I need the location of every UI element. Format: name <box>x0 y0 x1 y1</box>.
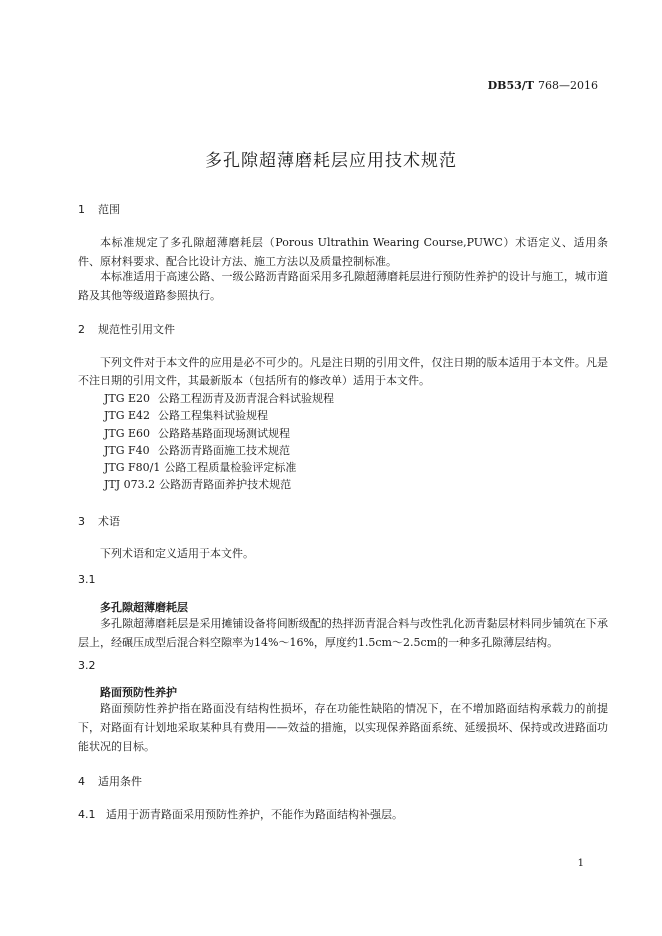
reference-item: JTG F80/1 公路工程质量检验评定标准 <box>104 461 297 474</box>
section-1-para-2: 本标准适用于高速公路、一级公路沥青路面采用多孔隙超薄磨耗层进行预防性养护的设计与施工，城市道路及其他等级道路参照执行。 <box>78 270 608 302</box>
reference-item: JTG E20 公路工程沥青及沥青混合料试验规程 <box>104 392 334 405</box>
term-3-2-title: 路面预防性养护 <box>100 686 177 699</box>
clause-4-1: 4.1 适用于沥青路面采用预防性养护，不能作为路面结构补强层。 <box>78 808 403 821</box>
section-4-heading: 4 适用条件 <box>78 775 142 788</box>
standard-code: DB53/T 768—2016 <box>487 79 598 92</box>
reference-item: JTJ 073.2 公路沥青路面养护技术规范 <box>104 478 292 491</box>
term-3-2-definition: 路面预防性养护指在路面没有结构性损坏，存在功能性缺陷的情况下，在不增加路面结构承载力的前提下，对路面有计划地采取某种具有费用——效益的措施，以实现保养路面系统、延缓损坏、保持或改进路面功能状况的目标。 <box>78 702 608 753</box>
reference-item: JTG E60 公路路基路面现场测试规程 <box>104 427 290 440</box>
term-3-2-number: 3.2 <box>78 659 96 672</box>
section-3-para-1: 下列术语和定义适用于本文件。 <box>100 547 254 560</box>
section-3-heading: 3 术语 <box>78 515 120 528</box>
section-2-para-1: 下列文件对于本文件的应用是必不可少的。凡是注日期的引用文件，仅注日期的版本适用于本文件。凡是不注日期的引用文件，其最新版本（包括所有的修改单）适用于本文件。 <box>78 356 608 387</box>
reference-item: JTG E42 公路工程集料试验规程 <box>104 409 268 422</box>
reference-item: JTG F40 公路沥青路面施工技术规范 <box>104 444 290 457</box>
section-1-heading: 1 范围 <box>78 203 120 216</box>
term-3-1-number: 3.1 <box>78 573 96 586</box>
document-title: 多孔隙超薄磨耗层应用技术规范 <box>205 151 457 171</box>
page-number: 1 <box>577 858 584 869</box>
term-3-1-definition: 多孔隙超薄磨耗层是采用摊铺设备将间断级配的热拌沥青混合料与改性乳化沥青黏层材料同步铺筑在下承层上，经碾压成型后混合料空隙率为14%～16%，厚度约1.5cm～2.5cm的一种多孔隙薄层结构。 <box>78 617 608 649</box>
term-3-1-title: 多孔隙超薄磨耗层 <box>100 601 188 614</box>
section-2-heading: 2 规范性引用文件 <box>78 323 175 336</box>
section-1-para-1: 本标准规定了多孔隙超薄磨耗层（Porous Ultrathin Wearing Course,PUWC）术语定义、适用条件、原材料要求、配合比设计方法、施工方法以及质量控制标准。 <box>78 236 608 268</box>
